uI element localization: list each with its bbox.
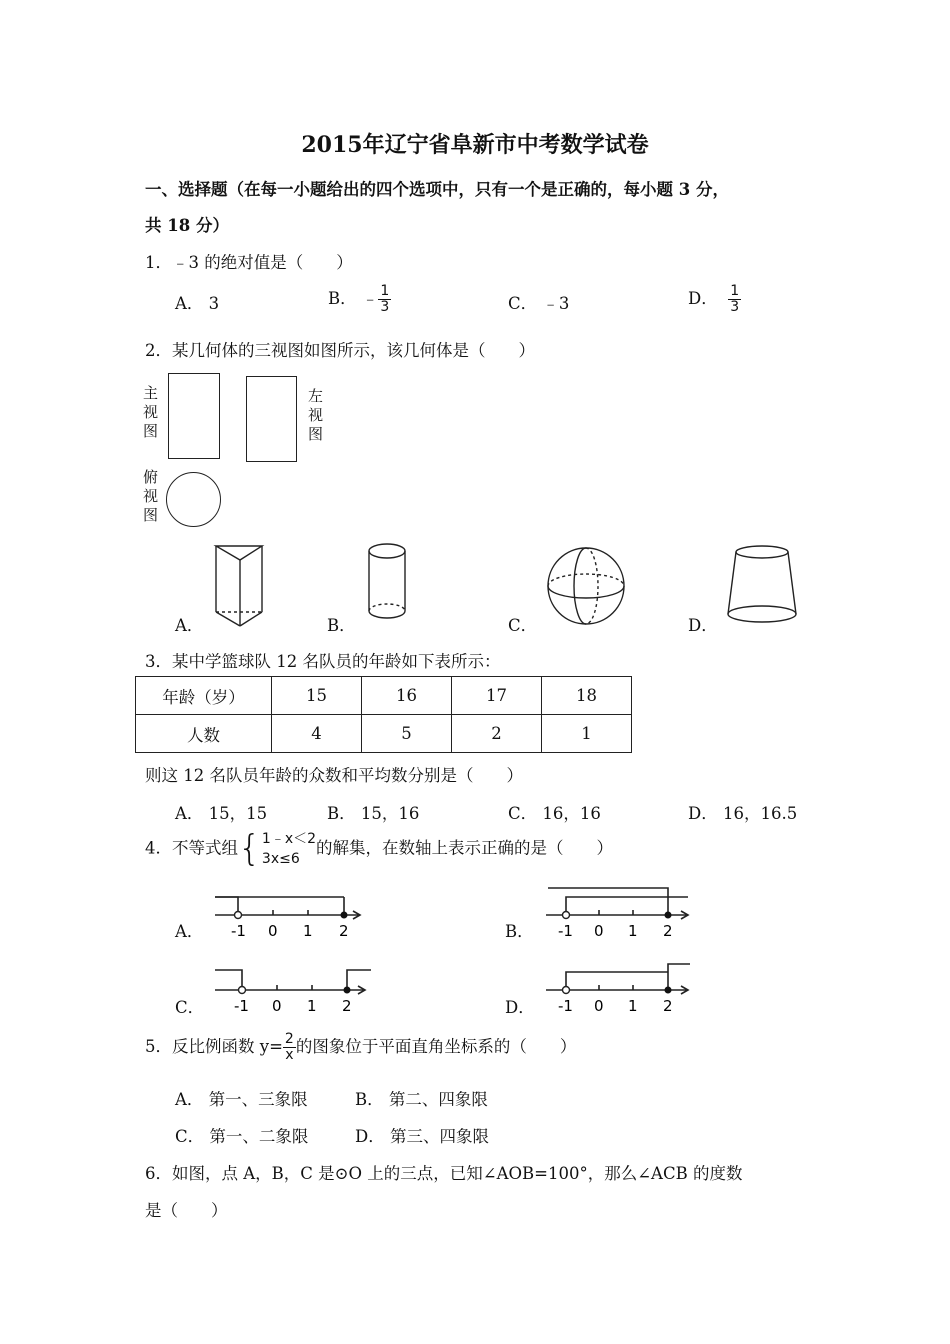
section-heading-line1: 一、选择题（在每一小题给出的四个选项中，只有一个是正确的，每小题 3 分， xyxy=(145,180,729,199)
q6-stem-line2: 是（ ） xyxy=(145,1201,228,1220)
q5-fraction xyxy=(283,1032,296,1063)
q1-option-d[interactable] xyxy=(688,284,741,315)
tick-label: 1 xyxy=(303,922,313,940)
prism-figure xyxy=(210,540,270,630)
sphere-figure xyxy=(545,545,627,629)
q2-option-b[interactable]: B． xyxy=(327,616,356,635)
q5-option-d[interactable]: D． 第三、四象限 xyxy=(355,1127,489,1146)
q1-option-c[interactable]: C． ﹣3 xyxy=(508,294,570,313)
q2-option-a[interactable]: A． xyxy=(175,616,204,635)
q3-option-b[interactable]: B． 15，16 xyxy=(327,804,420,823)
table-row xyxy=(136,677,632,715)
front-view-rectangle xyxy=(168,373,220,459)
q2-option-c[interactable]: C． xyxy=(508,616,538,635)
table-cell: 年龄（岁） xyxy=(136,677,272,715)
table-cell: 人数 xyxy=(136,715,272,753)
tick-label: -1 xyxy=(558,997,573,1015)
q1-option-d-fraction xyxy=(728,284,741,315)
number-line-a xyxy=(205,888,370,940)
left-view-label: 左视图 xyxy=(308,387,324,443)
front-view-label: 主视图 xyxy=(143,384,159,440)
q5-stem-prefix: 5．反比例函数 y= xyxy=(145,1037,283,1056)
fraction-denominator: 3 xyxy=(380,299,390,315)
q5-stem xyxy=(145,1032,576,1063)
table-cell: 16 xyxy=(362,677,452,715)
q4-stem xyxy=(145,829,613,869)
q1-stem: 1．﹣3 的绝对值是（ ） xyxy=(145,253,353,272)
q1-option-d-prefix: D． xyxy=(688,289,718,308)
frustum-figure xyxy=(722,542,802,630)
fraction-denominator: x xyxy=(285,1047,294,1063)
table-cell: 15 xyxy=(272,677,362,715)
q4-stem-suffix: 的解集，在数轴上表示正确的是（ ） xyxy=(316,838,614,858)
q4-stem-prefix: 4．不等式组 xyxy=(145,838,238,858)
tick-label: -1 xyxy=(234,997,249,1015)
q1-option-b-fraction xyxy=(378,284,391,315)
inequality-1: 1﹣x＜2 xyxy=(261,831,317,847)
tick-label: -1 xyxy=(231,922,246,940)
top-view-label: 俯视图 xyxy=(143,468,159,524)
page-title: 2015年辽宁省阜新市中考数学试卷 xyxy=(301,132,649,158)
q4-option-a[interactable]: A． xyxy=(175,922,204,941)
q4-option-c[interactable]: C． xyxy=(175,998,205,1017)
tick-label: 0 xyxy=(594,997,604,1015)
number-line-c xyxy=(205,960,375,1016)
table-row xyxy=(136,715,632,753)
brace-icon: { xyxy=(238,828,261,869)
fraction-numerator: 2 xyxy=(284,1031,294,1047)
table-cell: 4 xyxy=(272,715,362,753)
q5-option-b[interactable]: B． 第二、四象限 xyxy=(355,1090,488,1109)
q3-option-a[interactable]: A． 15，15 xyxy=(175,804,268,823)
table-cell: 17 xyxy=(452,677,542,715)
inequality-2: 3x≤6 xyxy=(261,851,300,867)
tick-label: -1 xyxy=(558,922,573,940)
tick-label: 1 xyxy=(307,997,317,1015)
table-cell: 5 xyxy=(362,715,452,753)
q3-question: 则这 12 名队员年龄的众数和平均数分别是（ ） xyxy=(145,766,523,785)
q2-option-d[interactable]: D． xyxy=(688,616,718,635)
table-cell: 1 xyxy=(542,715,632,753)
q3-option-c[interactable]: C． 16，16 xyxy=(508,804,601,823)
tick-label: 1 xyxy=(628,922,638,940)
section-heading-line2: 共 18 分） xyxy=(145,216,229,235)
q6-stem-line1: 6．如图，点 A，B，C 是⊙O 上的三点，已知∠AOB=100°，那么∠ACB 的度数 xyxy=(145,1164,743,1183)
tick-label: 2 xyxy=(663,997,673,1015)
tick-label: 2 xyxy=(663,922,673,940)
fraction-denominator: 3 xyxy=(730,299,740,315)
fraction-numerator: 1 xyxy=(380,283,390,299)
q5-stem-suffix: 的图象位于平面直角坐标系的（ ） xyxy=(295,1037,577,1056)
tick-label: 1 xyxy=(628,997,638,1015)
q4-option-d[interactable]: D． xyxy=(505,998,535,1017)
tick-label: 2 xyxy=(342,997,352,1015)
table-cell: 2 xyxy=(452,715,542,753)
q1-option-b-prefix: B． ﹣ xyxy=(328,289,379,308)
q5-option-a[interactable]: A． 第一、三象限 xyxy=(175,1090,308,1109)
cylinder-figure xyxy=(362,541,412,623)
q3-option-d[interactable]: D． 16，16.5 xyxy=(688,804,798,823)
tick-label: 2 xyxy=(339,922,349,940)
tick-label: 0 xyxy=(594,922,604,940)
q1-option-b[interactable] xyxy=(328,284,391,315)
tick-label: 0 xyxy=(272,997,282,1015)
age-table xyxy=(135,676,632,753)
left-view-rectangle xyxy=(246,376,297,462)
table-cell: 18 xyxy=(542,677,632,715)
inequality-system xyxy=(238,829,316,869)
number-line-d xyxy=(538,958,698,1016)
number-line-b xyxy=(538,882,698,940)
fraction-numerator: 1 xyxy=(730,283,740,299)
q1-option-a[interactable]: A． 3 xyxy=(175,294,220,313)
tick-label: 0 xyxy=(268,922,278,940)
q4-option-b[interactable]: B． xyxy=(505,922,534,941)
top-view-circle xyxy=(166,472,221,527)
q2-stem: 2．某几何体的三视图如图所示，该几何体是（ ） xyxy=(145,341,535,360)
q5-option-c[interactable]: C． 第一、二象限 xyxy=(175,1127,309,1146)
q3-stem: 3．某中学篮球队 12 名队员的年龄如下表所示： xyxy=(145,652,501,671)
